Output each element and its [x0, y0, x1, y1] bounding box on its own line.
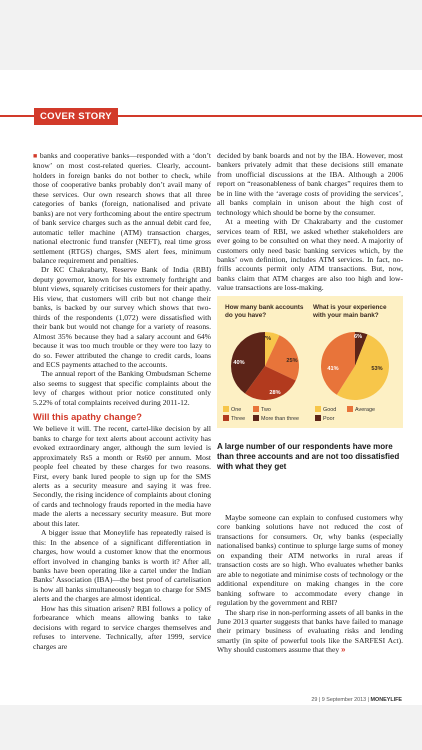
- paragraph: A bigger issue that Moneylife has repeatedly raised is this: In the absence of a significant differentiation in charges, how would a customer know that the enormous effort involved in changing banks is worth it? After all, banks have been operating like a cartel under the Indian Banks’ Association (IBA)—the best proof of cartelisation is how all banks simultaneously began to charge for SMS alerts and the charges are almost identical.: [33, 528, 211, 604]
- paragraph: The sharp rise in non-performing assets of all banks in the June 2013 quarter suggests that banks have failed to manage their primary business of evaluating risks and lending smartly (in spite of powerful tools like the SARFESI Act). Why should customers assume that they »: [217, 607, 403, 655]
- paragraph: How has this situation arisen? RBI follows a policy of forbearance which means allowing banks to take decisions with regard to service charges themselves and refuses to intervene. Technically, after 1999, service charges are: [33, 603, 211, 651]
- swatch-icon: [315, 415, 321, 421]
- chart-caption: A large number of our respondents have more than three accounts and are not too dissatisfied with what they get: [217, 442, 400, 471]
- swatch-icon: [223, 415, 229, 421]
- legend-item-one: One: [223, 406, 241, 413]
- data-label: 25%: [286, 358, 298, 364]
- legend-accounts: [223, 406, 309, 426]
- paragraph: We believe it will. The recent, cartel-like decision by all banks to charge for text alerts about account activity has evoked extraordinary anger, although the sum levied is approximately Rs5 a month or Rs60 per annum. Most people feel cheated by these charges for two reasons. First, every bank lured people to sign up for the SMS alerts as a security measure and saying it was free. Secondly, the rising incidence of complaints about cloning of cards and technology frauds reported in the media have made the alerts a necessary security measure. But more about this later.: [33, 424, 211, 528]
- paragraph: Maybe someone can explain to confused customers why core banking solutions have not reduced the cost of transactions for consumers. Or, why banks (especially nationalised banks) continue to splurge large sums of money on expanding their ATM networks in rural areas if transaction costs are so high. Who evaluates whether banks are able to negotiate and minimise costs of technology or the additional expenditure on making changes in the core banking software to accommodate every change in regulation by the government and RBI?: [217, 513, 403, 608]
- swatch-icon: [253, 406, 259, 412]
- page-footer: 29 | 9 September 2013 | MONEYLIFE: [311, 697, 402, 703]
- chart-panel: [217, 296, 403, 428]
- paragraph: The annual report of the Banking Ombudsman Scheme also seems to suggest that specific complaints about the levy of charges without prior notice constituted only 5.22% of total complaints received during 2011-12.: [33, 369, 211, 407]
- swatch-icon: [223, 406, 229, 412]
- swatch-icon: [347, 406, 353, 412]
- right-column-bottom: [217, 513, 403, 655]
- right-column-top: [217, 151, 403, 293]
- subhead: Will this apathy change?: [33, 412, 142, 423]
- bottom-margin: [0, 705, 422, 750]
- data-label: 53%: [371, 366, 383, 372]
- continue-arrow-icon: »: [341, 645, 346, 655]
- data-label: 7%: [262, 336, 272, 342]
- issue-date: 9 September 2013: [321, 697, 367, 703]
- legend-item-good: Good: [315, 406, 336, 413]
- swatch-icon: [315, 406, 321, 412]
- data-label: 41%: [327, 366, 339, 372]
- section-kicker: COVER STORY: [34, 108, 118, 125]
- data-label: 40%: [233, 360, 245, 366]
- bullet-marker-icon: ■: [33, 152, 38, 160]
- left-column: [33, 151, 211, 651]
- legend-item-average: Average: [347, 406, 375, 413]
- data-label: 6%: [353, 334, 363, 340]
- legend-item-more-than-three: More than three: [253, 415, 299, 422]
- top-margin: [0, 0, 422, 70]
- legend-item-poor: Poor: [315, 415, 334, 422]
- paragraph: At a meeting with Dr Chakrabarty and the customer services team of RBI, we asked whether stakeholders are ever going to be consulted on what they need. A majority of customers only need basic banking services which, by the banks’ own definition, includes ATM services. In fact, no-frills accounts permit only ATM transactions. But, now, banks claim that ATM charges are also too high and low-value transactions are loss-making.: [217, 217, 403, 293]
- page-number: 29: [311, 697, 318, 703]
- swatch-icon: [253, 415, 259, 421]
- chart-title-accounts: How many bank accounts do you have?: [225, 304, 304, 319]
- data-label: 28%: [269, 390, 281, 396]
- paragraph: Dr KC Chakrabarty, Reserve Bank of India (RBI) deputy governor, known for his extremely forthright and blunt views, squarely criticises customers for their apathy. His view, that customers will crib but not change their banks, is backed by our survey which shows that two-thirds of the respondents (1,072) were dissatisfied with their bank but would not change for a variety of reasons. Almost 35% because they had a salary account and 64% because it was too much trouble or they were too lazy to do so. Fewer attributed the change to credit cards, loans and ECS payments attached to the accounts.: [33, 265, 211, 369]
- paragraph: decided by bank boards and not by the IBA. However, most bankers privately admit that these decisions still emanate from unofficial discussions at the IBA. Although a 2006 report on “reasonableness of bank charges” requires them to be in line with the ‘average costs of providing the services’, all banks complain in unison about the high cost of technology which should be borne by the consumer.: [217, 151, 403, 217]
- brand-name: MONEYLIFE: [370, 697, 402, 703]
- paragraph: ■ banks and cooperative banks—responded with a ‘don’t know’ on most cost-related queries. Clearly, account-holders in foreign banks do not bother to check, while those of cooperative banks probably don’t avail many of these services. Our own research shows that all three categories of banks (foreign, nationalised and private banks) are not very forthcoming about the entire spectrum of bank service charges such as the annual debit card fee, automatic teller machine (ATM) transaction charges, national electronic fund transfer (NEFT), real time gross settlement (RTGS) charges, SMS alert fees, minimum balance requirement and penalties.: [33, 151, 211, 265]
- legend-item-two: Two: [253, 406, 271, 413]
- legend-item-three: Three: [223, 415, 245, 422]
- chart-title-experience: What is your experience with your main bank?: [313, 304, 387, 319]
- legend-experience: [315, 406, 401, 426]
